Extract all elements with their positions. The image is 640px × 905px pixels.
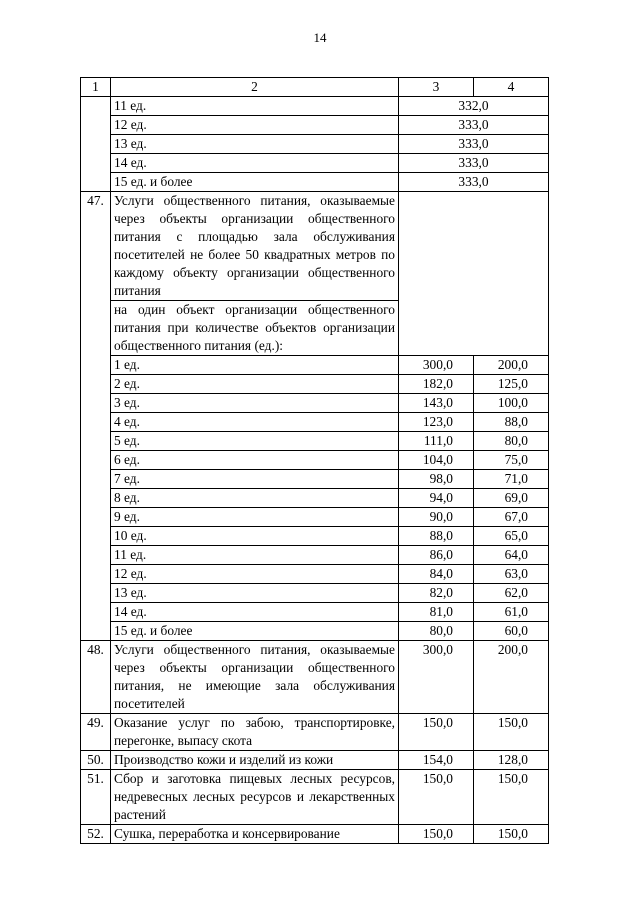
value-col4: 88,0 — [474, 413, 549, 432]
row-value: 333,0 — [399, 116, 549, 135]
row-number-cell — [81, 154, 111, 173]
table-row — [81, 356, 549, 375]
table-row — [81, 751, 549, 770]
value-col4: 125,0 — [474, 375, 549, 394]
row-label: Сушка, переработка и консервирование — [111, 825, 399, 844]
value-col3: 111,0 — [399, 432, 474, 451]
table-row — [81, 173, 549, 192]
value-col4: 128,0 — [474, 751, 549, 770]
value-col3: 86,0 — [399, 546, 474, 565]
row-number: 52. — [81, 825, 111, 844]
value-col3: 88,0 — [399, 527, 474, 546]
row-label: 14 ед. — [111, 154, 399, 173]
table-row — [81, 641, 549, 714]
value-col4: 62,0 — [474, 584, 549, 603]
table-row — [81, 584, 549, 603]
row-label: 11 ед. — [111, 97, 399, 116]
column-header: 3 — [399, 78, 474, 97]
table-row — [81, 489, 549, 508]
table-row — [81, 192, 549, 301]
table-row — [81, 546, 549, 565]
row-number-cell — [81, 135, 111, 154]
table-row — [81, 527, 549, 546]
value-col4: 61,0 — [474, 603, 549, 622]
row-number-cell — [81, 116, 111, 135]
column-header: 1 — [81, 78, 111, 97]
value-col4: 80,0 — [474, 432, 549, 451]
row-label: 10 ед. — [111, 527, 399, 546]
value-col4: 63,0 — [474, 565, 549, 584]
row-label: 8 ед. — [111, 489, 399, 508]
row-label: 7 ед. — [111, 470, 399, 489]
row-label: 12 ед. — [111, 565, 399, 584]
row-label: Производство кожи и изделий из кожи — [111, 751, 399, 770]
row-value: 333,0 — [399, 135, 549, 154]
value-col4: 150,0 — [474, 825, 549, 844]
value-col3: 143,0 — [399, 394, 474, 413]
value-col4: 71,0 — [474, 470, 549, 489]
column-header: 4 — [474, 78, 549, 97]
value-col4: 65,0 — [474, 527, 549, 546]
row-number: 49. — [81, 714, 111, 751]
table-row — [81, 603, 549, 622]
value-col3: 98,0 — [399, 470, 474, 489]
table-row — [81, 116, 549, 135]
row-label: 15 ед. и более — [111, 173, 399, 192]
table-row — [81, 770, 549, 825]
value-col4: 75,0 — [474, 451, 549, 470]
row-label: Услуги общественного питания, оказываемые через объекты организации общественного питания, не имеющие зала обслуживания посетителей — [111, 641, 399, 714]
row-label: 4 ед. — [111, 413, 399, 432]
value-col3: 150,0 — [399, 770, 474, 825]
table-row — [81, 394, 549, 413]
value-col3: 104,0 — [399, 451, 474, 470]
row-label: Услуги общественного питания, оказываемые через объекты организации общественного питания с площадью зала обслуживания посетителей не более 50 квадратных метров по каждому объекту организации общественного питания — [111, 192, 399, 301]
value-col3: 154,0 — [399, 751, 474, 770]
row-number: 51. — [81, 770, 111, 825]
table-row — [81, 375, 549, 394]
row-value: 332,0 — [399, 97, 549, 116]
table-row — [81, 413, 549, 432]
value-col3: 150,0 — [399, 825, 474, 844]
value-col3: 90,0 — [399, 508, 474, 527]
value-col4: 150,0 — [474, 714, 549, 751]
value-col3: 300,0 — [399, 641, 474, 714]
value-col3: 81,0 — [399, 603, 474, 622]
table-row — [81, 97, 549, 116]
row-label: Оказание услуг по забою, транспортировке, перегонке, выпасу скота — [111, 714, 399, 751]
row-value: 333,0 — [399, 154, 549, 173]
value-col3: 80,0 — [399, 622, 474, 641]
tariff-table — [80, 77, 549, 844]
row-label: 5 ед. — [111, 432, 399, 451]
row-number: 48. — [81, 641, 111, 714]
value-col3: 182,0 — [399, 375, 474, 394]
row-label: на один объект организации общественного питания при количестве объектов организации общественного питания (ед.): — [111, 301, 399, 356]
value-col4: 60,0 — [474, 622, 549, 641]
table-row — [81, 508, 549, 527]
value-col3: 82,0 — [399, 584, 474, 603]
table-row — [81, 622, 549, 641]
empty-cell — [399, 192, 549, 356]
row-value: 333,0 — [399, 173, 549, 192]
table-row — [81, 714, 549, 751]
table-row — [81, 154, 549, 173]
row-number-cell — [81, 173, 111, 192]
value-col3: 94,0 — [399, 489, 474, 508]
table-row — [81, 432, 549, 451]
row-number: 50. — [81, 751, 111, 770]
row-label: 2 ед. — [111, 375, 399, 394]
page-number: 14 — [313, 30, 327, 45]
row-label: 9 ед. — [111, 508, 399, 527]
column-header: 2 — [111, 78, 399, 97]
value-col3: 123,0 — [399, 413, 474, 432]
table-row — [81, 825, 549, 844]
row-label: 13 ед. — [111, 135, 399, 154]
row-number-cell — [81, 97, 111, 116]
value-col4: 67,0 — [474, 508, 549, 527]
value-col4: 200,0 — [474, 356, 549, 375]
row-label: 11 ед. — [111, 546, 399, 565]
row-label: 3 ед. — [111, 394, 399, 413]
table-row — [81, 451, 549, 470]
value-col4: 200,0 — [474, 641, 549, 714]
row-label: 13 ед. — [111, 584, 399, 603]
row-label: 15 ед. и более — [111, 622, 399, 641]
value-col3: 300,0 — [399, 356, 474, 375]
row-label: 6 ед. — [111, 451, 399, 470]
row-label: Сбор и заготовка пищевых лесных ресурсов, недревесных лесных ресурсов и лекарственных растений — [111, 770, 399, 825]
table-row — [81, 470, 549, 489]
value-col4: 64,0 — [474, 546, 549, 565]
value-col3: 84,0 — [399, 565, 474, 584]
table-row — [81, 565, 549, 584]
value-col4: 100,0 — [474, 394, 549, 413]
row-number: 47. — [81, 192, 111, 641]
row-label: 1 ед. — [111, 356, 399, 375]
table-row — [81, 135, 549, 154]
table-header-row — [81, 78, 549, 97]
value-col3: 150,0 — [399, 714, 474, 751]
row-label: 14 ед. — [111, 603, 399, 622]
row-label: 12 ед. — [111, 116, 399, 135]
value-col4: 69,0 — [474, 489, 549, 508]
value-col4: 150,0 — [474, 770, 549, 825]
